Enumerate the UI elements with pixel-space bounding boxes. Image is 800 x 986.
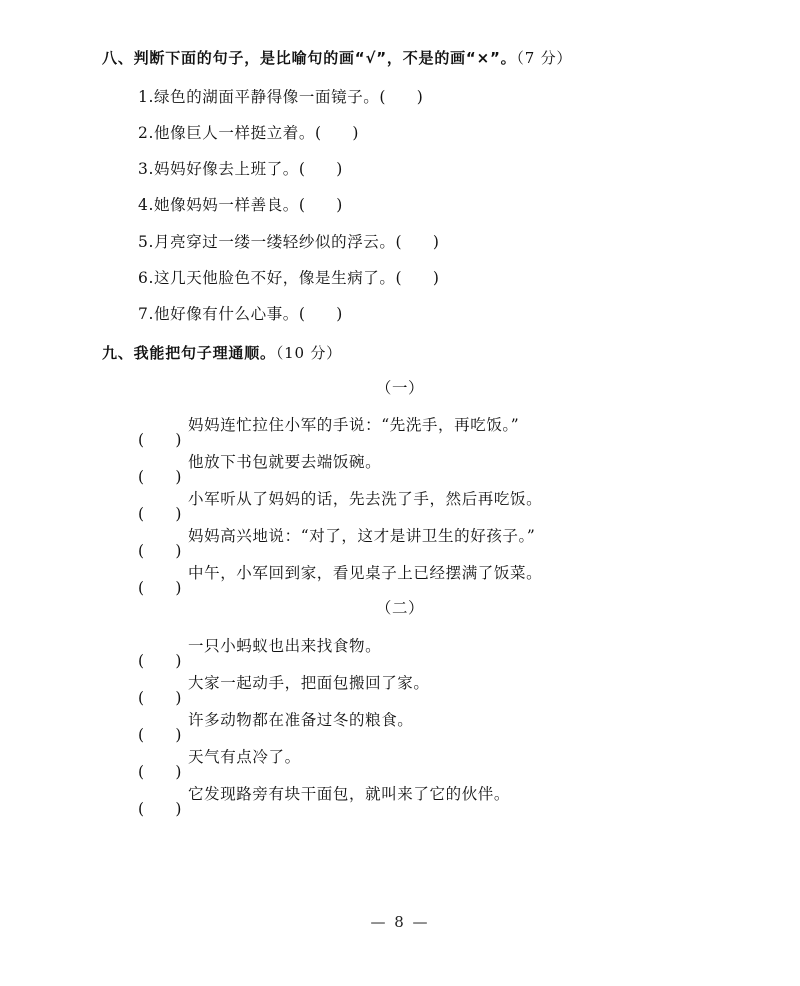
judgement-item-text: 6.这几天他脸色不好，像是生病了。 [138,269,396,287]
order-item-text: 小军听从了妈妈的话，先去洗了手，然后再吃饭。 [188,490,543,508]
judgement-item-4 [138,195,343,215]
answer-blank[interactable]: ( ) [395,233,440,251]
judgement-item-text: 5.月亮穿过一缕一缕轻纱似的浮云。 [138,233,396,251]
section-8-title: 八、判断下面的句子，是比喻句的画“√”，不是的画“×”。 [102,49,517,67]
section-8-heading [102,48,572,68]
section-8-points: （7 分） [516,49,573,67]
order-item: ( ) 许多动物都在准备过冬的粮食。 [138,711,414,744]
judgement-item-text: 4.她像妈妈一样善良。 [138,196,299,214]
answer-blank[interactable]: ( ) [395,269,440,287]
order-item-text: 许多动物都在准备过冬的粮食。 [188,711,414,729]
judgement-item-text: 3.妈妈好像去上班了。 [138,160,299,178]
answer-blank[interactable]: ( ) [379,88,424,106]
judgement-item-text: 1.绿色的湖面平静得像一面镜子。 [138,88,380,106]
order-item-text: 妈妈高兴地说：“对了，这才是讲卫生的好孩子。” [188,527,536,545]
group-1-label: （一） [375,379,425,397]
order-item: ( ) 小军听从了妈妈的话，先去洗了手，然后再吃饭。 [138,490,543,523]
order-item: ( ) 天气有点冷了。 [138,748,301,781]
judgement-item-text: 7.他好像有什么心事。 [138,305,299,323]
order-item: ( ) 中午，小军回到家，看见桌子上已经摆满了饭菜。 [138,564,543,597]
order-item: ( ) 妈妈高兴地说：“对了，这才是讲卫生的好孩子。” [138,527,536,560]
order-item-text: 他放下书包就要去端饭碗。 [188,453,382,471]
judgement-item-text: 2.他像巨人一样挺立着。 [138,124,315,142]
page-number: — 8 — [370,913,430,931]
order-item-text: 大家一起动手，把面包搬回了家。 [188,674,430,692]
order-item-text: 妈妈连忙拉住小军的手说：“先洗手，再吃饭。” [188,416,520,434]
order-item-text: 一只小蚂蚁也出来找食物。 [188,637,382,655]
order-item-text: 它发现路旁有块干面包，就叫来了它的伙伴。 [188,785,511,803]
order-item: ( ) 妈妈连忙拉住小军的手说：“先洗手，再吃饭。” [138,416,520,449]
judgement-item-3 [138,159,343,179]
judgement-item-5 [138,232,440,252]
group-2-label: （二） [375,599,425,617]
answer-blank[interactable]: ( ) [298,160,343,178]
order-item-text: 中午，小军回到家，看见桌子上已经摆满了饭菜。 [188,564,543,582]
section-9-heading [102,343,342,363]
order-item: ( ) 他放下书包就要去端饭碗。 [138,453,382,486]
section-9-title: 九、我能把句子理通顺。 [102,344,276,362]
judgement-item-2 [138,123,359,143]
order-item: ( ) 一只小蚂蚁也出来找食物。 [138,637,382,670]
judgement-item-6 [138,268,440,288]
order-item-text: 天气有点冷了。 [188,748,301,766]
judgement-item-1 [138,87,423,107]
answer-blank[interactable]: ( ) [298,196,343,214]
answer-blank[interactable]: ( ) [315,124,359,142]
answer-blank[interactable]: ( ) [298,305,343,323]
section-9-points: （10 分） [275,344,342,362]
order-item: ( ) 它发现路旁有块干面包，就叫来了它的伙伴。 [138,785,511,818]
order-item: ( ) 大家一起动手，把面包搬回了家。 [138,674,430,707]
judgement-item-7 [138,304,343,324]
